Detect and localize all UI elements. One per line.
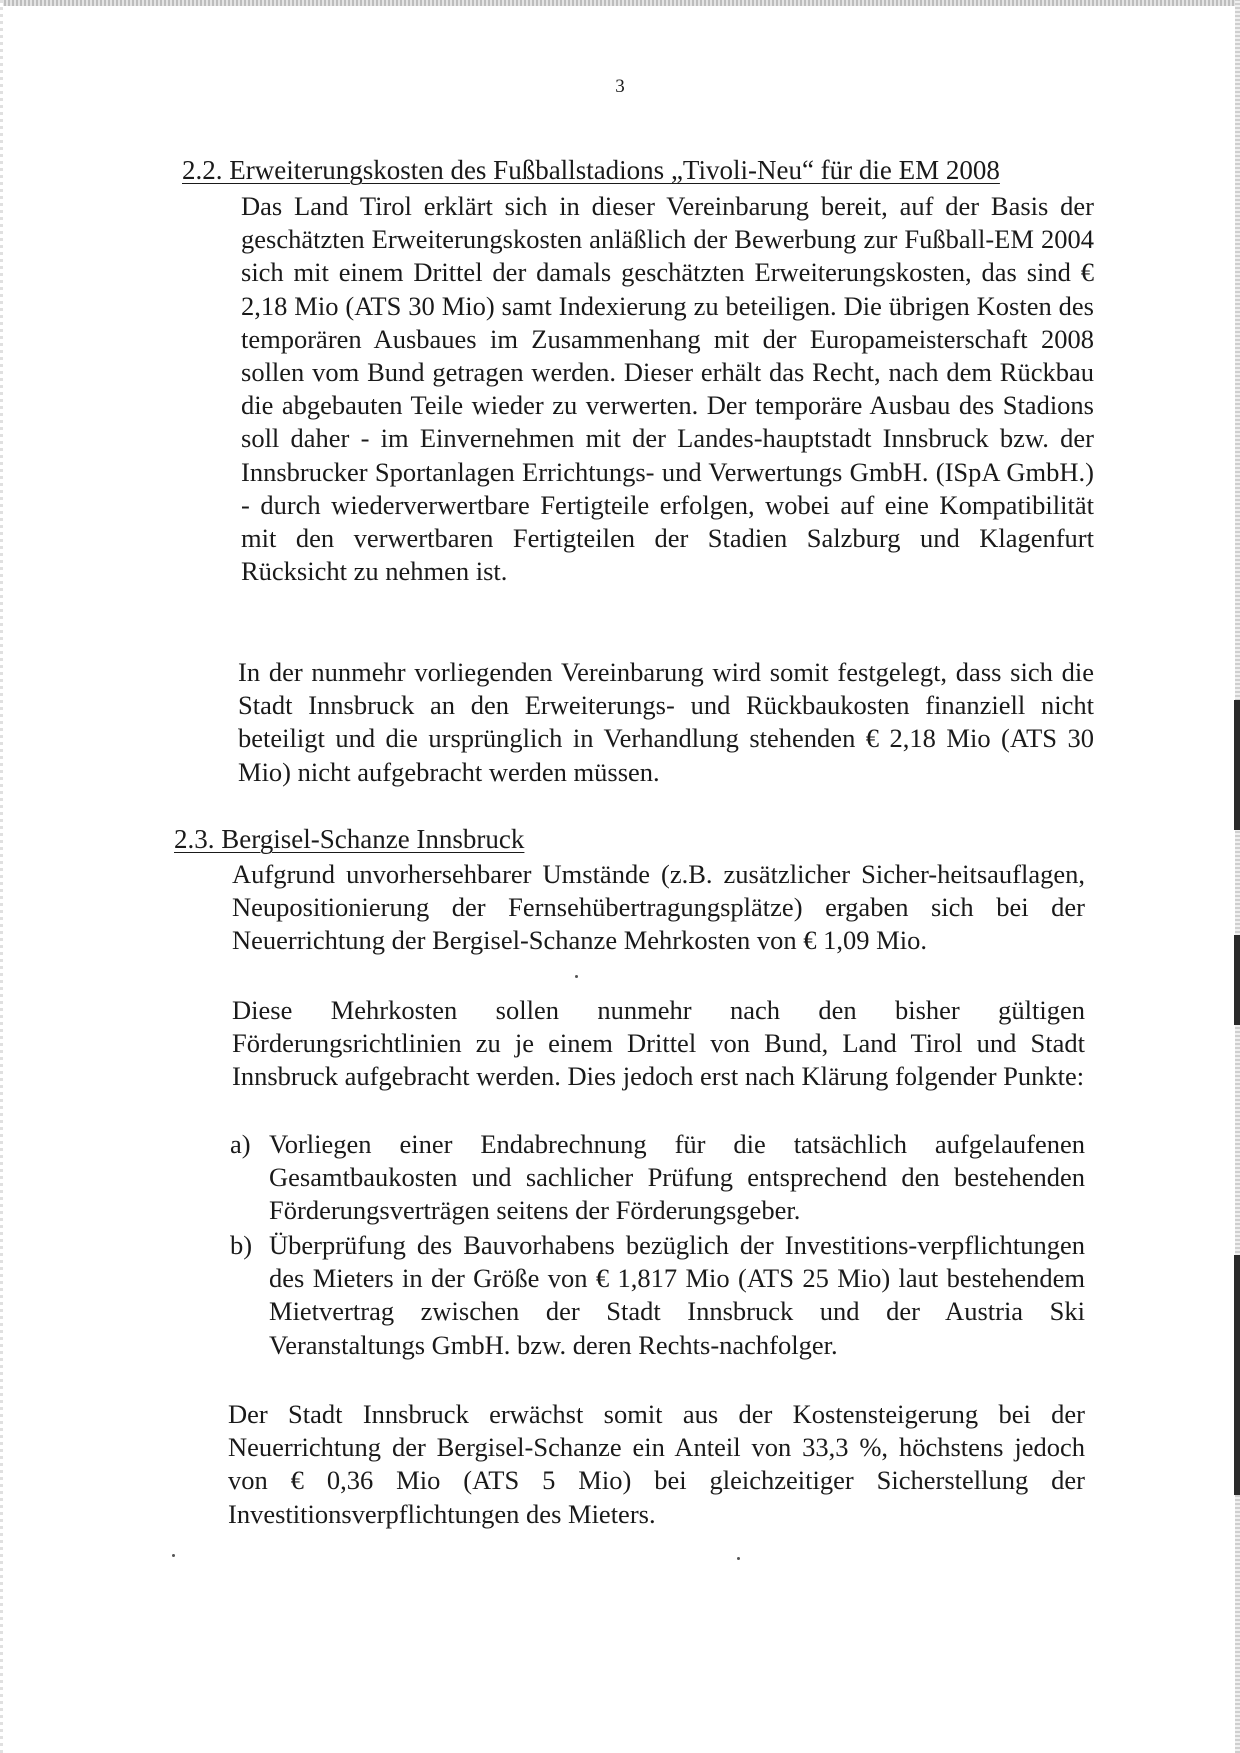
section-2-3-paragraph-3: Der Stadt Innsbruck erwächst somit aus der Kostensteigerung bei der Neuerrichtung der Bergisel-Schanze ein Anteil von 33,3 %, höchstens jedoch von € 0,36 Mio (ATS 5 Mio) bei gleichzeitiger Sicherstellung der Investitionsverpflichtungen des Mieters. — [228, 1399, 1085, 1529]
page-number: 3 — [615, 76, 625, 97]
list-item-a — [230, 1128, 1085, 1228]
section-2-2-paragraph-1: Das Land Tirol erklärt sich in dieser Vereinbarung bereit, auf der Basis der geschätzten Erweiterungskosten anläßlich der Bewerbung zur Fußball-EM 2004 sich mit einem Drittel der damals geschätzten Erweiterungskosten, das sind € 2,18 Mio (ATS 30 Mio) samt Indexierung zu beteiligen. Die übrigen Kosten des temporären Ausbaues im Zusammenhang mit der Europameisterschaft 2008 sollen vom Bund getragen werden. Dieser erhält das Recht, nach dem Rückbau die abgebauten Teile wieder zu verwerten. Der temporäre Ausbau des Stadions soll daher - im Einvernehmen mit der Landes-hauptstadt Innsbruck bzw. der Innsbrucker Sportanlagen Errichtungs- und Verwertungs GmbH. (ISpA GmbH.) - durch wiederverwertbare Fertigteile erfolgen, wobei auf eine Kompatibilität mit den verwertbaren Fertigteilen der Stadien Salzburg und Klagenfurt Rücksicht zu nehmen ist. — [241, 191, 1094, 587]
list-item-text: Überprüfung des Bauvorhabens bezüglich der Investitions-verpflichtungen des Mieters in der Größe von € 1,817 Mio (ATS 25 Mio) laut bestehendem Mietvertrag zwischen der Stadt Innsbruck und der Austria Ski Veranstaltungs GmbH. bzw. deren Rechts-nachfolger. — [269, 1230, 1085, 1360]
scan-edge-left — [0, 0, 3, 1753]
section-heading-2-2: 2.2. Erweiterungskosten des Fußballstadions „Tivoli-Neu“ für die EM 2008 — [182, 155, 1000, 185]
section-2-3-paragraph-1: Aufgrund unvorhersehbarer Umstände (z.B. zusätzlicher Sicher-heitsauflagen, Neupositionierung der Fernsehübertragungsplätze) ergaben sich bei der Neuerrichtung der Bergisel-Schanze Mehrkosten von € 1,09 Mio. — [232, 859, 1085, 956]
section-2-2-paragraph-2: In der nunmehr vorliegenden Vereinbarung wird somit festgelegt, dass sich die Stadt Innsbruck an den Erweiterungs- und Rückbaukosten finanziell nicht beteiligt und die ursprünglich in Verhandlung stehenden € 2,18 Mio (ATS 30 Mio) nicht aufgebracht werden müssen. — [238, 657, 1094, 787]
scan-speck — [575, 975, 578, 978]
scan-edge-mark — [1234, 700, 1240, 830]
scan-edge-mark — [1234, 1255, 1240, 1495]
list-item-label: a) — [230, 1129, 251, 1159]
scan-speck — [737, 1557, 740, 1560]
section-heading-2-3: 2.3. Bergisel-Schanze Innsbruck — [174, 824, 525, 854]
list-item-text: Vorliegen einer Endabrechnung für die tatsächlich aufgelaufenen Gesamtbaukosten und sachlicher Prüfung entsprechend den bestehenden Förderungsverträgen seitens der Förderungsgeber. — [269, 1129, 1085, 1226]
list-item-b — [230, 1229, 1085, 1364]
scan-speck — [172, 1554, 175, 1557]
scan-edge-top — [0, 0, 1240, 6]
scan-edge-mark — [1234, 935, 1240, 1025]
list-item-label: b) — [230, 1230, 253, 1260]
section-2-3-paragraph-2: Diese Mehrkosten sollen nunmehr nach den bisher gültigen Förderungsrichtlinien zu je einem Drittel von Bund, Land Tirol und Stadt Innsbruck aufgebracht werden. Dies jedoch erst nach Klärung folgender Punkte: — [232, 995, 1085, 1092]
